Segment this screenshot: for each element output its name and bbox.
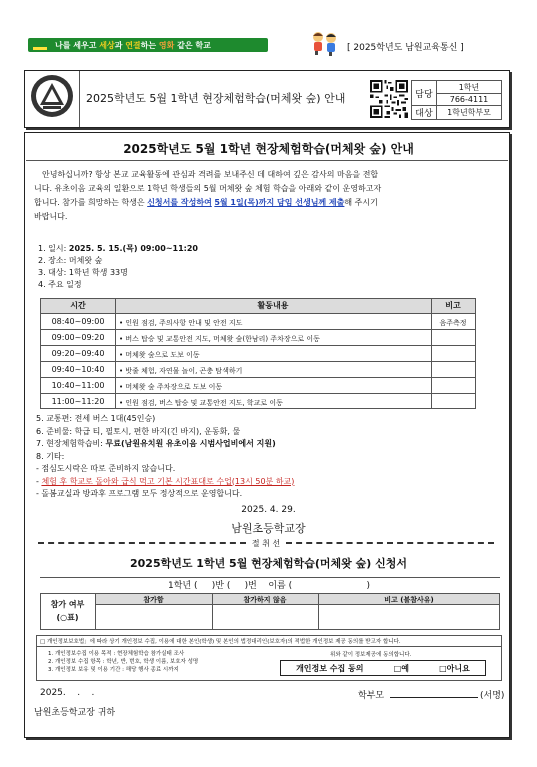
row-divider	[40, 361, 476, 362]
table-row-activity: • 머체왓 숲 주차장으로 도보 이동	[119, 383, 223, 391]
table-row-time: 08:40~09:00	[51, 317, 105, 326]
absent-cell[interactable]	[213, 605, 318, 629]
header-divider	[79, 71, 80, 127]
school-logo-icon	[30, 74, 74, 118]
table-row-time: 09:20~09:40	[51, 349, 105, 358]
privacy-notice: □ 개인정보보호법」에 따라 상기 개인정보 수집, 이용에 대한 본인(학생) 및 본인의 법정대리인(보호자)의 적법한 개인정보 제공 동의를 받고자 합니다.	[40, 639, 401, 645]
table-row-time: 09:40~10:40	[51, 365, 105, 374]
info-supplies: 6. 준비물: 학급 티, 필토시, 편한 바지(긴 바지), 운동화, 물	[36, 426, 241, 436]
info-target: 3. 대상: 1학년 학생 33명	[38, 268, 128, 277]
form-title: 2025학년도 1학년 5월 현장체험학습(머체왓 숲) 신청서	[129, 557, 408, 570]
row-divider	[40, 377, 476, 378]
addressee: 남원초등학교장 귀하	[34, 708, 116, 718]
title-underline	[26, 160, 508, 161]
privacy-items: 1. 개인정보수집 이용 목적 : 현장체험학습 참가실태 조사 2. 개인정보 수집 항목 : 학년, 반, 번호, 학생 이름, 보호자 성명 3. 개인정보 보유 및 이용 기간 : 해당 행사 종료 시까지	[48, 651, 199, 673]
slogan-text: 나를 세우고 세상과 연결하는 영화 같은 학교	[55, 40, 211, 50]
table-row-activity: • 머체왓 숲으로 도보 이동	[119, 351, 200, 359]
participation-hint: (○표)	[56, 613, 79, 622]
header-time: 시간	[70, 301, 86, 310]
info-place: 2. 장소: 머체왓 숲	[38, 256, 103, 265]
qr-code-icon[interactable]	[370, 80, 408, 118]
row-divider	[40, 329, 476, 330]
table-row-time: 10:40~11:00	[51, 381, 105, 390]
table-row-activity: • 밧줄 체험, 자연물 놀이, 곤충 탐색하기	[119, 367, 243, 375]
signature-line[interactable]	[390, 697, 478, 698]
row-divider	[40, 345, 476, 346]
document-title: 2025학년도 5월 1학년 현장체험학습(머체왓 숲) 안내	[123, 142, 414, 156]
info-list	[38, 243, 198, 291]
slogan-decoration	[33, 47, 47, 50]
col-attend: 참가함	[143, 596, 164, 604]
row-divider	[40, 313, 476, 314]
table-row-note: 음주측정	[439, 319, 467, 327]
header-note: 비고	[445, 301, 461, 310]
consent-no-checkbox[interactable]: □아니요	[439, 663, 470, 673]
info-transport: 5. 교통편: 전세 버스 1대(45인승)	[36, 414, 156, 423]
contact-phone: 766-4111	[436, 93, 502, 106]
attend-cell[interactable]	[96, 605, 212, 629]
principal-name: 남원초등학교장	[231, 522, 306, 535]
table-row-time: 11:00~11:20	[51, 397, 105, 406]
details-list	[36, 413, 294, 501]
participation-label: 참가 여부	[50, 600, 85, 609]
parent-label: 학부모	[358, 691, 385, 701]
table-row-activity: • 버스 탑승 및 교통안전 지도, 머체왓 숲(한남리) 주차장으로 이동	[119, 335, 320, 343]
header-activity: 활동내용	[257, 301, 289, 310]
info-cost: 7. 현장체험학습비: 무료(남원유치원 유초이음 시범사업비에서 지원)	[36, 439, 276, 448]
kids-illustration-icon	[310, 30, 340, 56]
target-label: 대상	[411, 105, 437, 120]
consent-yes-checkbox[interactable]: □예	[393, 663, 409, 673]
table-row-time: 09:00~09:20	[51, 333, 105, 342]
contact-label: 담당	[411, 80, 437, 106]
newsletter-tag: [ 2025학년도 남원교육통신 ]	[347, 43, 464, 53]
privacy-agree-note: 위와 같이 정보제공에 동의합니다.	[330, 652, 412, 658]
intro-paragraph: 안녕하십니까? 항상 본교 교육활동에 관심과 격려를 보내주신 데 대하여 깊은 감사의 마음을 전합 니다. 유초이음 교육의 일환으로 1학년 학생들의 5월 머체왓 숲 체험 학습을 아래와 같이 운영하고자 합니다. 참가를 희망하는 학생은 신청서를 작성하여 5월 1일(목)까지 담임 선생님께 제출해 주시기 바랍니다.	[34, 170, 382, 221]
table-row-activity: • 인원 점검, 버스 탑승 및 교통안전 지도, 학교로 이동	[119, 399, 283, 407]
consent-label: 개인정보 수집 동의	[296, 663, 364, 673]
info-schedule-label: 4. 주요 일정	[38, 280, 82, 289]
col-reason: 비고 (불참사유)	[384, 596, 434, 604]
info-date: 1. 일시: 2025. 5. 15.(목) 09:00~11:20	[38, 244, 198, 253]
document-date: 2025. 4. 29.	[241, 505, 296, 515]
note-return: - 체험 후 학교로 돌아와 급식 먹고 기본 시간표대로 수업(13시 50분 하교)	[36, 476, 295, 486]
row-divider	[40, 393, 476, 394]
form-line	[40, 577, 500, 578]
cut-line: 절 취 선	[38, 538, 494, 548]
student-info-line[interactable]: 1학년 ( )반 ( )번 이름 ( )	[168, 581, 370, 591]
school-slogan-banner	[28, 38, 268, 52]
privacy-divider	[36, 646, 502, 647]
table-row-activity: • 인원 점검, 주의사항 안내 및 안전 지도	[119, 319, 243, 327]
reason-cell[interactable]	[319, 605, 499, 629]
info-etc: 8. 기타:	[36, 451, 65, 461]
sign-date[interactable]: 2025. . .	[40, 688, 95, 698]
sign-label: (서명)	[480, 691, 505, 701]
header-title: 2025학년도 5월 1학년 현장체험학습(머체왓 숲) 안내	[86, 92, 346, 105]
contact-grade: 1학년	[436, 80, 502, 94]
target-value: 1학년학부모	[436, 105, 502, 120]
consent-box	[280, 660, 486, 676]
note-care: - 돌봄교실과 방과후 프로그램 모두 정상적으로 운영합니다.	[36, 489, 243, 498]
col-absent: 참가하지 않음	[243, 596, 287, 604]
note-lunch: - 점심도시락은 따로 준비하지 않습니다.	[36, 464, 176, 473]
